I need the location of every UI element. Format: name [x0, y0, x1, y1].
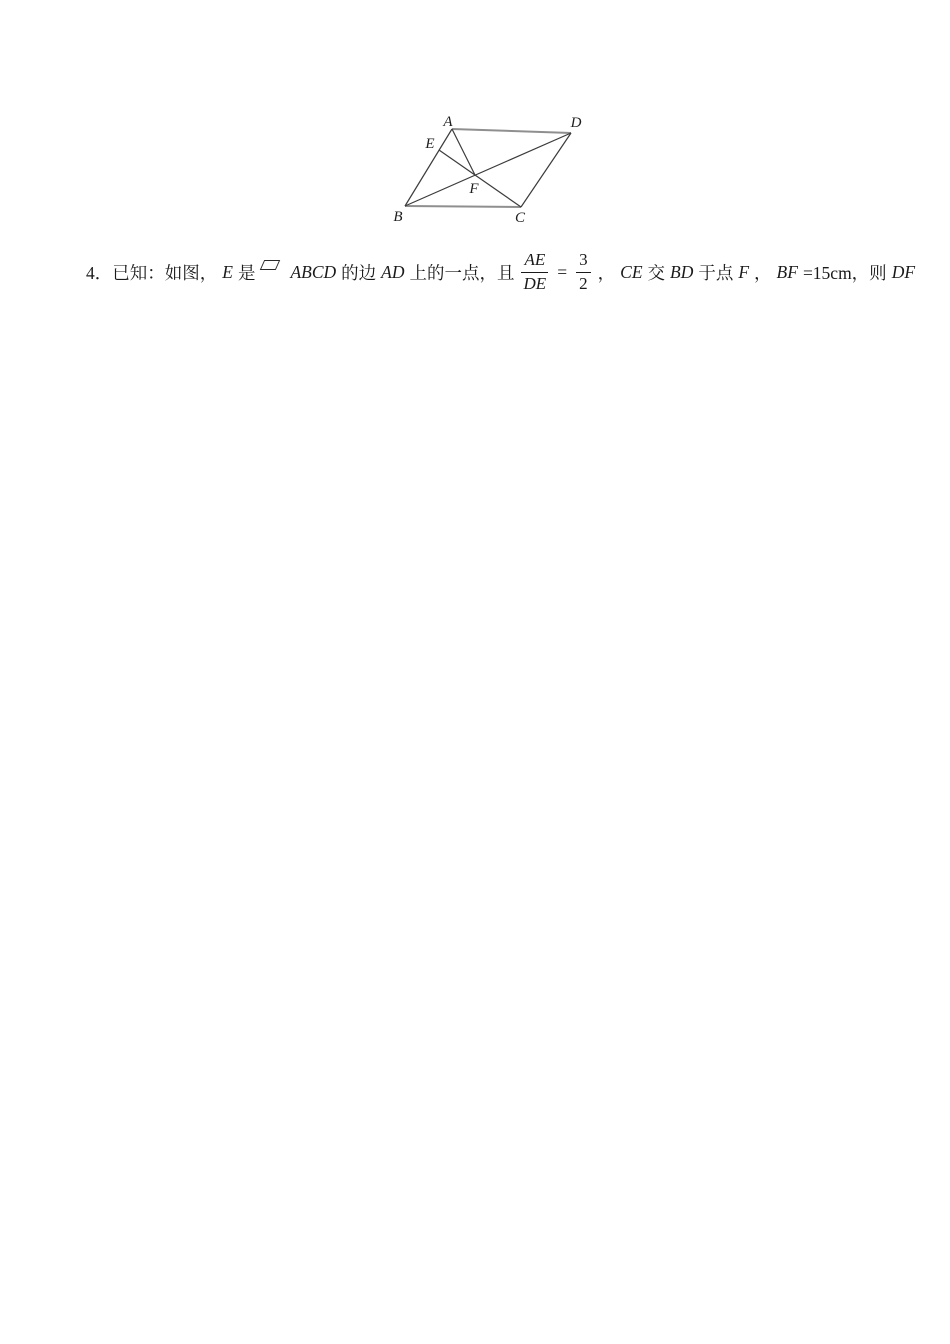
fraction-ae-de-denominator: DE — [523, 273, 547, 293]
fraction-3-2-numerator: 3 — [576, 250, 591, 272]
vertex-label-B: B — [393, 209, 403, 225]
comma-1: ， — [597, 262, 616, 283]
variable-ce: CE — [620, 261, 643, 282]
fraction-ae-de-numerator: AE — [521, 250, 548, 272]
variable-bd: BD — [670, 261, 694, 282]
text-shi: 是 — [237, 262, 256, 283]
problem-statement — [85, 242, 919, 302]
variable-f: F — [738, 261, 750, 282]
fraction-ae-de — [521, 250, 548, 294]
equals-sign: = — [557, 261, 568, 282]
problem-number-and-prefix: 4．已知：如图， — [86, 262, 218, 283]
text-bf-value: =15cm，则 — [802, 262, 887, 283]
variable-e: E — [222, 261, 233, 282]
segment-BC — [405, 206, 521, 207]
variable-ad: AD — [381, 261, 405, 282]
text-yu-dian: 于点 — [698, 262, 734, 283]
fraction-3-2-denominator: 2 — [579, 273, 588, 293]
parallelogram-symbol — [262, 260, 278, 270]
geometry-figure — [375, 100, 605, 235]
text-jiao: 交 — [647, 262, 666, 283]
vertex-label-A: A — [443, 114, 453, 130]
segment-AD — [452, 129, 571, 133]
text-de-bian: 的边 — [341, 262, 377, 283]
text-shang-yidian-qie: 上的一点，且 — [409, 262, 515, 283]
vertex-label-E: E — [425, 136, 435, 152]
parallelogram-shape — [260, 260, 280, 270]
vertex-label-C: C — [514, 210, 526, 226]
vertex-label-F: F — [469, 181, 479, 197]
comma-2: ， — [754, 262, 772, 283]
fraction-3-2 — [576, 250, 591, 294]
segment-AF — [452, 129, 475, 175]
vertex-label-D: D — [570, 115, 582, 131]
segment-EC — [439, 150, 521, 207]
variable-bf: BF — [776, 261, 798, 282]
variable-abcd: ABCD — [290, 261, 337, 282]
variable-df: DF — [891, 261, 916, 282]
